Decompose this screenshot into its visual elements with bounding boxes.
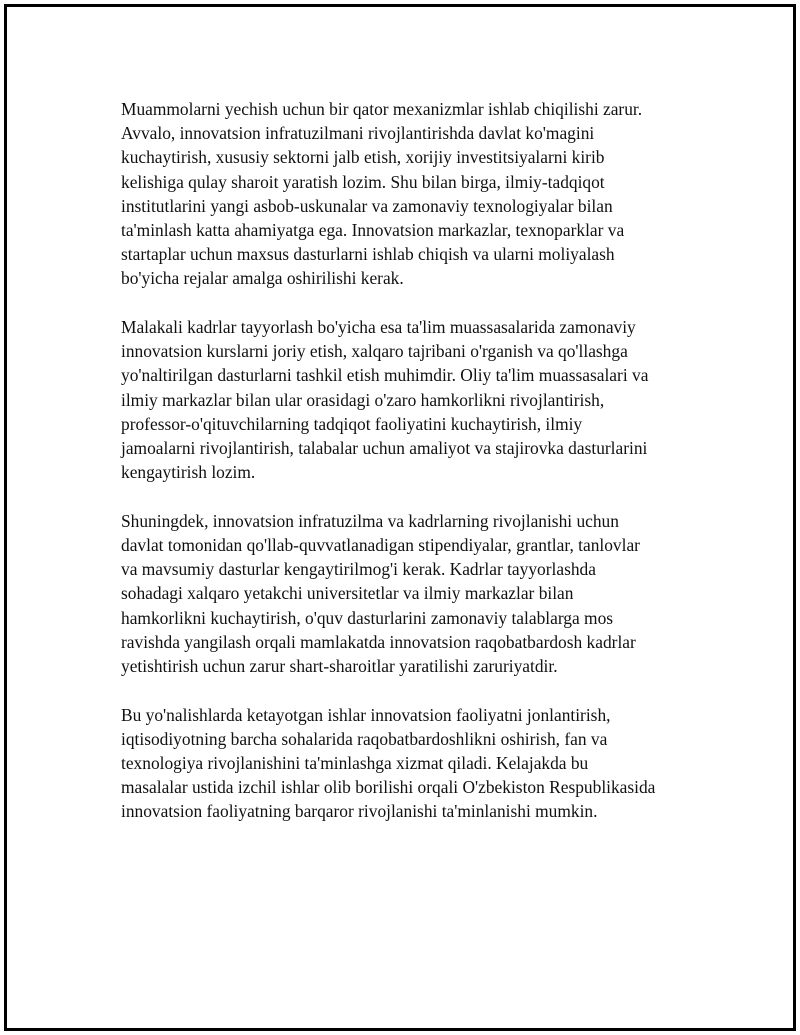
paragraph-1 xyxy=(121,97,711,291)
text-line: texnologiya rivojlanishini ta'minlashga xizmat qiladi. Kelajakda bu xyxy=(121,753,589,774)
text-line: sohadagi xalqaro yetakchi universitetlar va ilmiy markazlar bilan xyxy=(121,583,574,604)
text-line: kuchaytirish, xususiy sektorni jalb etish, xorijiy investitsiyalarni kirib xyxy=(121,147,605,168)
text-line: jamoalarni rivojlantirish, talabalar uchun amaliyot va stajirovka dasturlarini xyxy=(121,438,648,459)
document-body xyxy=(121,97,711,848)
text-line: iqtisodiyotning barcha sohalarida raqobatbardoshlikni oshirish, fan va xyxy=(121,728,608,749)
text-line: Bu yo'nalishlarda ketayotgan ishlar innovatsion faoliyatni jonlantirish, xyxy=(121,704,611,725)
text-line: startaplar uchun maxsus dasturlarni ishlab chiqish va ularni moliyalash xyxy=(121,244,615,265)
text-line: Avvalo, innovatsion infratuzilmani rivojlantirishda davlat ko'magini xyxy=(121,123,595,144)
text-line: masalalar ustida izchil ishlar olib borilishi orqali O'zbekiston Respublikasida xyxy=(121,777,656,798)
text-line: ilmiy markazlar bilan ular orasidagi o'zaro hamkorlikni rivojlantirish, xyxy=(121,389,605,410)
paragraph-4 xyxy=(121,703,711,824)
paragraph-3 xyxy=(121,509,711,678)
text-line: hamkorlikni kuchaytirish, o'quv dasturlarini zamonaviy talablarga mos xyxy=(121,607,614,628)
text-line: Shuningdek, innovatsion infratuzilma va kadrlarning rivojlanishi uchun xyxy=(121,510,619,531)
text-line: yetishtirish uchun zarur shart-sharoitlar yaratilishi zaruriyatdir. xyxy=(121,656,558,677)
text-line: innovatsion kurslarni joriy etish, xalqaro tajribani o'rganish va qo'llashga xyxy=(121,341,628,362)
paragraph-2 xyxy=(121,315,711,484)
text-line: kelishiga qulay sharoit yaratish lozim. Shu bilan birga, ilmiy-tadqiqot xyxy=(121,171,605,192)
text-line: yo'naltirilgan dasturlarni tashkil etish muhimdir. Oliy ta'lim muassasalari va xyxy=(121,365,649,386)
text-line: institutlarini yangi asbob-uskunalar va zamonaviy texnologiyalar bilan xyxy=(121,195,613,216)
text-line: Muammolarni yechish uchun bir qator mexanizmlar ishlab chiqilishi zarur. xyxy=(121,99,643,119)
text-line: innovatsion faoliyatning barqaror rivojlanishi ta'minlanishi mumkin. xyxy=(121,801,598,822)
text-line: ta'minlash katta ahamiyatga ega. Innovatsion markazlar, texnoparklar va xyxy=(121,220,625,241)
text-line: Malakali kadrlar tayyorlash bo'yicha esa ta'lim muassasalarida zamonaviy xyxy=(121,317,636,338)
text-line: davlat tomonidan qo'llab-quvvatlanadigan stipendiyalar, grantlar, tanlovlar xyxy=(121,535,640,556)
text-line: ravishda yangilash orqali mamlakatda innovatsion raqobatbardosh kadrlar xyxy=(121,631,636,652)
text-line: bo'yicha rejalar amalga oshirilishi kerak. xyxy=(121,268,404,289)
page-border xyxy=(4,4,796,1031)
text-line: kengaytirish lozim. xyxy=(121,462,256,483)
text-line: va mavsumiy dasturlar kengaytirilmog'i kerak. Kadrlar tayyorlashda xyxy=(121,559,596,580)
text-line: professor-o'qituvchilarning tadqiqot faoliyatini kuchaytirish, ilmiy xyxy=(121,413,583,434)
